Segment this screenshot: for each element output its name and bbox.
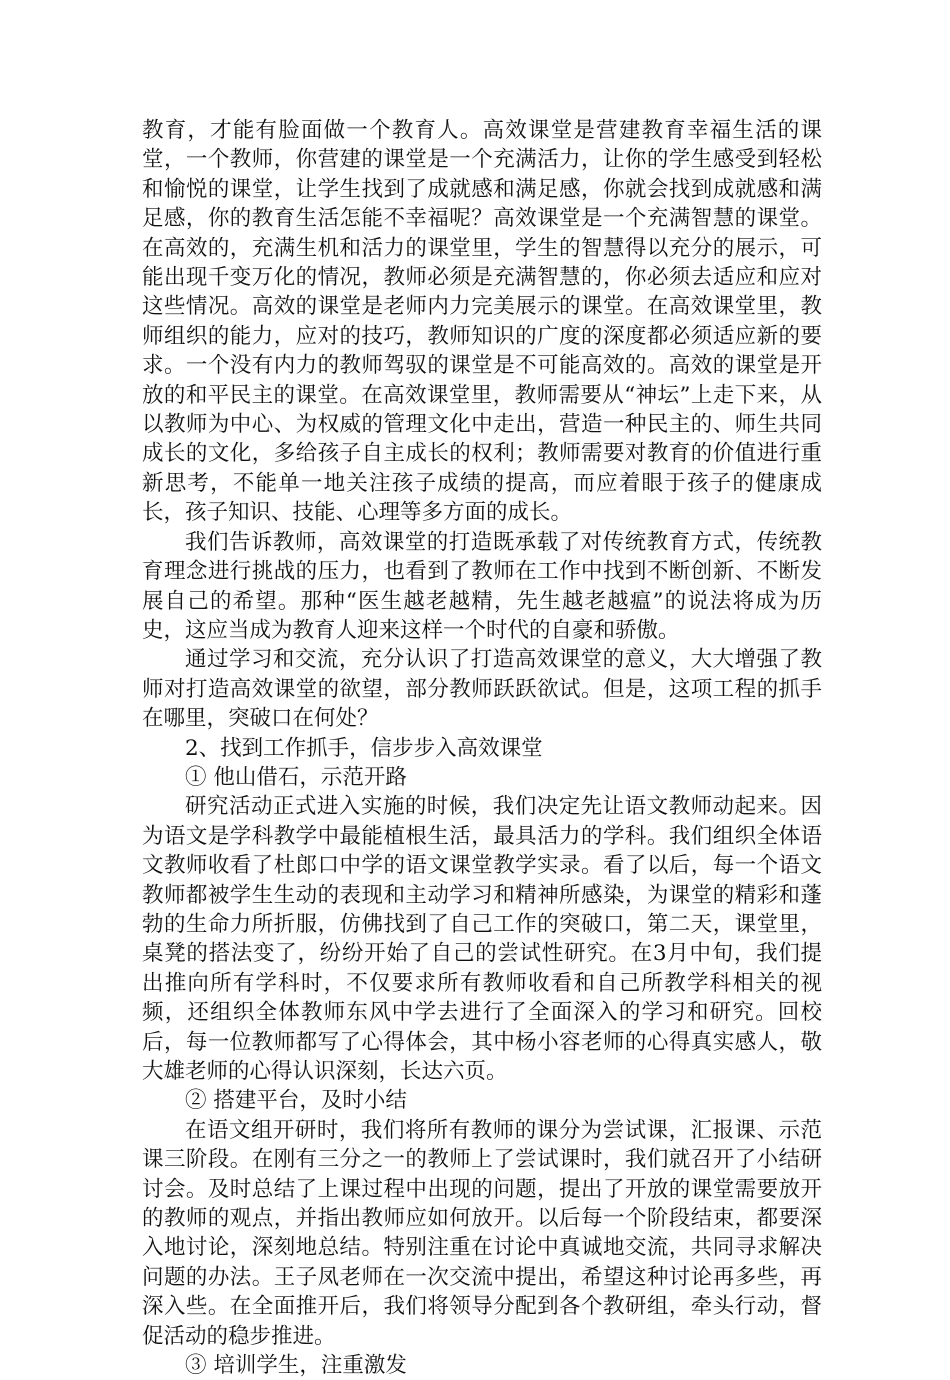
paragraph: 通过学习和交流，充分认识了打造高效课堂的意义，大大增强了教师对打造高效课堂的欲望，部分教师跃跃欲试。但是，这项工程的抓手在哪里，突破口在何处？	[142, 647, 822, 732]
document-body	[142, 116, 822, 1380]
subsection-heading: ③ 培训学生，注重激发	[185, 1353, 407, 1379]
paragraph: 研究活动正式进入实施的时候，我们决定先让语文教师动起来。因为语文是学科教学中最能植根生活，最具活力的学科。我们组织全体语文教师收看了杜郎口中学的语文课堂教学实录。看了以后，每一个语文教师都被学生生动的表现和主动学习和精神所感染，为课堂的精彩和蓬勃的生命力所折服，仿佛找到了自己工作的突破口，第二天，课堂里，桌凳的搭法变了，纷纷开始了自己的尝试性研究。在3月中旬，我们提出推向所有学科时，不仅要求所有教师收看和自己所教学科相关的视频，还组织全体教师东风中学去进行了全面深入的学习和研究。回校后，每一位教师都写了心得体会，其中杨小容老师的心得真实感人，敬大雄老师的心得认识深刻，长达六页。	[142, 794, 822, 1084]
paragraph: 在语文组开研时，我们将所有教师的课分为尝试课，汇报课、示范课三阶段。在刚有三分之一的教师上了尝试课时，我们就召开了小结研讨会。及时总结了上课过程中出现的问题，提出了开放的课堂需要放开的教师的观点，并指出教师应如何放开。以后每一个阶段结束，都要深入地讨论，深刻地总结。特别注重在讨论中真诚地交流，共同寻求解决问题的办法。王子凤老师在一次交流中提出，希望这种讨论再多些，再深入些。在全面推开后，我们将领导分配到各个教研组，牵头行动，督促活动的稳步推进。	[142, 1117, 822, 1349]
section-heading: 2、找到工作抓手，信步步入高效课堂	[185, 735, 543, 761]
paragraph: 我们告诉教师，高效课堂的打造既承载了对传统教育方式，传统教育理念进行挑战的压力，也看到了教师在工作中找到不断创新、不断发展自己的希望。那种“医生越老越精，先生越老越瘟”的说法将成为历史，这应当成为教育人迎来这样一个时代的自豪和骄傲。	[142, 529, 822, 643]
paragraph-intro: 教育，才能有脸面做一个教育人。高效课堂是营建教育幸福生活的课堂，一个教师，你营建的课堂是一个充满活力，让你的学生感受到轻松和愉悦的课堂，让学生找到了成就感和满足感，你就会找到成就感和满足感，你的教育生活怎能不幸福呢？高效课堂是一个充满智慧的课堂。在高效的，充满生机和活力的课堂里，学生的智慧得以充分的展示，可能出现千变万化的情况，教师必须是充满智慧的，你必须去适应和应对这些情况。高效的课堂是老师内力完美展示的课堂。在高效课堂里，教师组织的能力，应对的技巧，教师知识的广度的深度都必须适应新的要求。一个没有内力的教师驾驭的课堂是不可能高效的。高效的课堂是开放的和平民主的课堂。在高效课堂里，教师需要从“神坛”上走下来，从以教师为中心、为权威的管理文化中走出，营造一种民主的、师生共同成长的文化，多给孩子自主成长的权利；教师需要对教育的价值进行重新思考，不能单一地关注孩子成绩的提高，而应着眼于孩子的健康成长，孩子知识、技能、心理等多方面的成长。	[142, 118, 822, 526]
subsection-heading: ② 搭建平台，及时小结	[185, 1088, 407, 1114]
subsection-heading: ① 他山借石，示范开路	[185, 764, 407, 790]
